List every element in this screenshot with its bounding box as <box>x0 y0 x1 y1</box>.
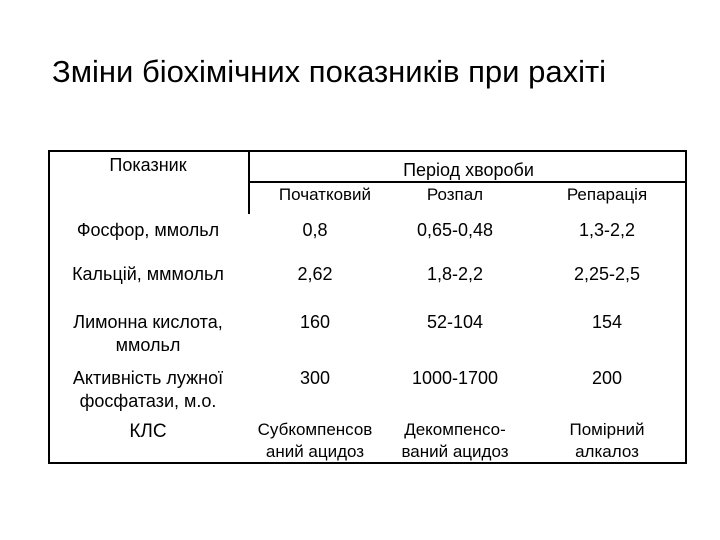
value-cell: 1,8-2,2 <box>426 264 484 284</box>
value-cell: 2,62 <box>297 264 333 284</box>
value-cell: 2,25-2,5 <box>573 264 641 284</box>
indicator-phosphorus: Фосфор, ммольл <box>76 220 220 240</box>
value-cell: Декомпенсо- <box>404 420 506 439</box>
value-cell: алкалоз <box>575 442 639 461</box>
indicator-acid-base: КЛС <box>129 421 167 442</box>
value-cell: 300 <box>299 368 331 388</box>
value-cell: 200 <box>591 368 623 388</box>
value-cell: 0,65-0,48 <box>416 220 494 240</box>
indicator-citric-acid-unit: ммольл <box>115 335 181 355</box>
header-period: Період хвороби <box>403 160 534 180</box>
value-cell: Субкомпенсов <box>257 420 373 439</box>
header-divider-horizontal <box>248 181 687 183</box>
value-cell: 52-104 <box>426 312 484 332</box>
value-cell: аний ацидоз <box>265 442 365 461</box>
indicator-calcium: Кальцій, мммольл <box>72 264 224 284</box>
value-cell: ваний ацидоз <box>401 442 509 461</box>
value-cell: 1000-1700 <box>411 368 499 388</box>
phase-header-reparation: Репарація <box>566 185 648 204</box>
value-cell: 154 <box>591 312 623 332</box>
header-indicator: Показник <box>109 155 187 175</box>
value-cell: 160 <box>299 312 331 332</box>
indicator-alkaline-phosphatase: Активність лужної <box>72 368 224 388</box>
phase-header-initial: Початковий <box>278 185 372 204</box>
slide-title: Зміни біохімічних показників при рахіті <box>52 54 607 89</box>
value-cell: Помірний <box>569 420 645 439</box>
indicator-citric-acid: Лимонна кислота, <box>73 312 223 332</box>
phase-header-peak: Розпал <box>426 185 484 204</box>
value-cell: 0,8 <box>302 220 328 240</box>
value-cell: 1,3-2,2 <box>578 220 636 240</box>
indicator-alkaline-phosphatase-unit: фосфатази, м.о. <box>79 391 217 411</box>
